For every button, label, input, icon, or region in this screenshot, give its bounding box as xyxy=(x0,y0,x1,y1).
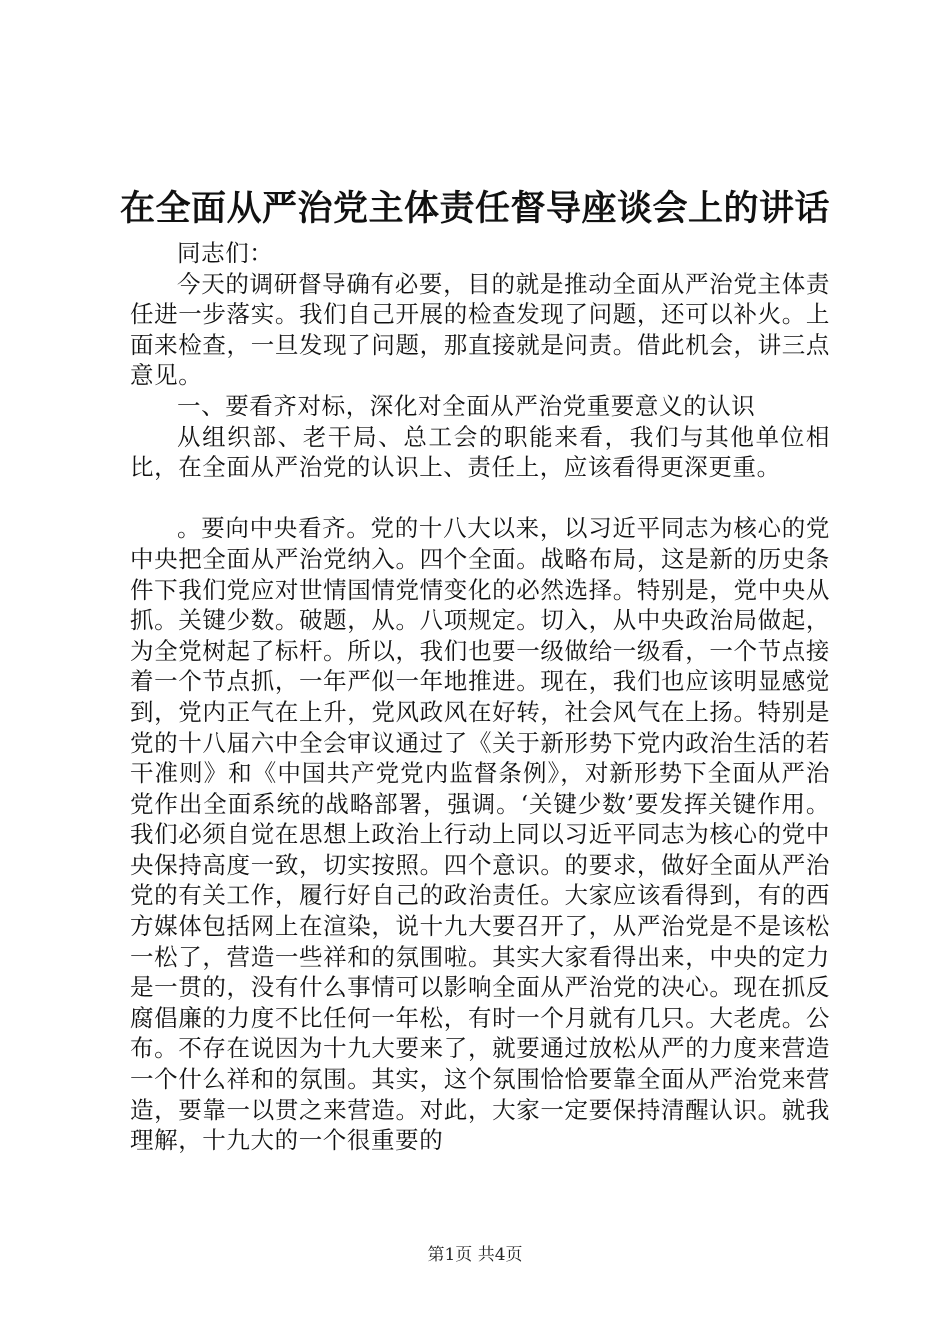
document-title: 在全面从严治党主体责任督导座谈会上的讲话 xyxy=(119,189,830,229)
page-footer: 第1页 共4页 xyxy=(427,1245,523,1265)
intro-paragraph: 今天的调研督导确有必要，目的就是推动全面从严治党主体责任进一步落实。我们自己开展的检查发现了问题，还可以补火。上面来检查，一旦发现了问题，那直接就是问责。借此机会，讲三点意见。 xyxy=(130,269,830,390)
document-body xyxy=(130,238,830,1156)
body-paragraph: 。要向中央看齐。党的十八大以来，以习近平同志为核心的党中央把全面从严治党纳入。四个全面。战略布局，这是新的历史条件下我们党应对世情国情党情变化的必然选择。特别是，党中央从抓。关键少数。破题，从。八项规定。切入，从中央政治局做起，为全党树起了标杆。所以，我们也要一级做给一级看，一个节点接着一个节点抓，一年严似一年地推进。现在，我们也应该明显感觉到，党内正气在上升，党风政风在好转，社会风气在上扬。特别是党的十八届六中全会审议通过了《关于新形势下党内政治生活的若干准则》和《中国共产党党内监督条例》，对新形势下全面从严治党作出全面系统的战略部署，强调。‘关键少数’要发挥关键作用。我们必须自觉在思想上政治上行动上同以习近平同志为核心的党中央保持高度一致，切实按照。四个意识。的要求，做好全面从严治党的有关工作，履行好自己的政治责任。大家应该看得到，有的西方媒体包括网上在渲染，说十九大要召开了，从严治党是不是该松一松了，营造一些祥和的氛围啦。其实大家看得出来，中央的定力是一贯的，没有什么事情可以影响全面从严治党的决心。现在抓反腐倡廉的力度不比任何一年松，有时一个月就有几只。大老虎。公布。不存在说因为十九大要来了，就要通过放松从严的力度来营造一个什么祥和的氛围。其实，这个氛围恰恰要靠全面从严治党来营造，要靠一以贯之来营造。对此，大家一定要保持清醒认识。就我理解，十九大的一个很重要的 xyxy=(130,514,830,1155)
salutation-paragraph: 同志们： xyxy=(177,239,274,267)
body-paragraph: 从组织部、老干局、总工会的职能来看，我们与其他单位相比，在全面从严治党的认识上、责任上，应该看得更深更重。 xyxy=(130,422,830,482)
section-heading: 一、要看齐对标，深化对全面从严治党重要意义的认识 xyxy=(177,391,756,420)
